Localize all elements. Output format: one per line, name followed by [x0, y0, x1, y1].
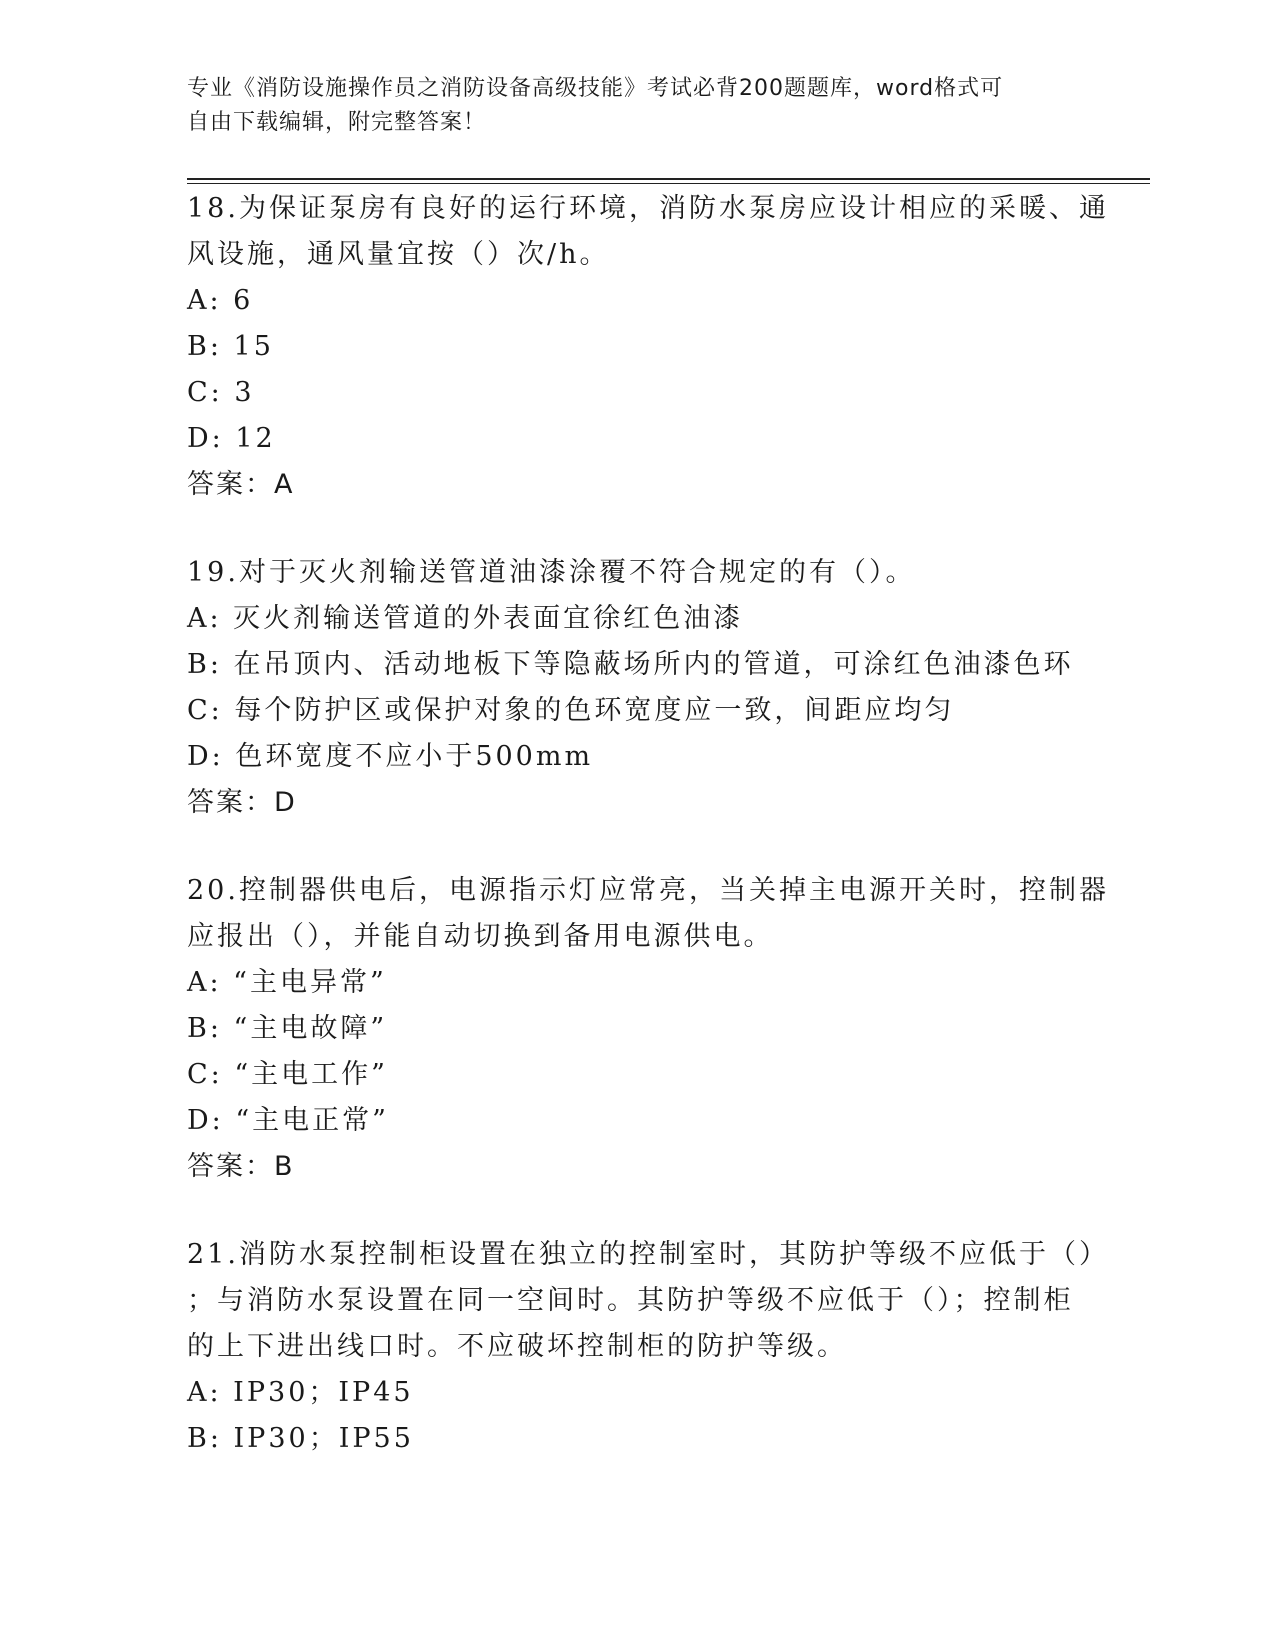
- question-stem-line: 19.对于灭火剂输送管道油漆涂覆不符合规定的有（）。: [187, 557, 916, 588]
- question-stem-line: 应报出（），并能自动切换到备用电源供电。: [187, 921, 774, 952]
- option-d: D: “主电正常”: [187, 1105, 389, 1136]
- question-19: [187, 550, 1087, 826]
- question-stem-line: 风设施，通风量宜按（）次/h。: [187, 239, 610, 270]
- option-d: D: 色环宽度不应小于500mm: [187, 741, 594, 772]
- question-stem-line: ；与消防水泵设置在同一空间时。其防护等级不应低于（）；控制柜: [187, 1285, 1074, 1316]
- option-b: B: “主电故障”: [187, 1013, 388, 1044]
- header-divider-thin: [187, 183, 1150, 184]
- option-a: A: 6: [187, 285, 254, 316]
- header-line-2: 自由下载编辑，附完整答案！: [187, 110, 487, 135]
- question-18: [187, 186, 1109, 508]
- question-20: [187, 868, 1109, 1190]
- answer-text: 答案：A: [187, 469, 295, 500]
- answer-text: 答案：B: [187, 1151, 295, 1182]
- option-b: B: 在吊顶内、活动地板下等隐蔽场所内的管道，可涂红色油漆色环: [187, 649, 1074, 680]
- question-stem-line: 的上下进出线口时。不应破坏控制柜的防护等级。: [187, 1331, 847, 1362]
- option-b: B: IP30；IP55: [187, 1423, 414, 1454]
- question-list: [187, 186, 1109, 1504]
- option-b: B: 15: [187, 331, 274, 362]
- question-stem-line: 18.为保证泵房有良好的运行环境，消防水泵房应设计相应的采暖、通: [187, 193, 1109, 224]
- option-a: A: “主电异常”: [187, 967, 387, 998]
- header-divider-thick: [187, 178, 1150, 180]
- question-stem-line: 21.消防水泵控制柜设置在独立的控制室时，其防护等级不应低于（）: [187, 1239, 1109, 1270]
- document-header: [187, 72, 1067, 140]
- option-a: A: IP30；IP45: [187, 1377, 414, 1408]
- question-stem-line: 20.控制器供电后，电源指示灯应常亮，当关掉主电源开关时，控制器: [187, 875, 1109, 906]
- option-c: C: 每个防护区或保护对象的色环宽度应一致，间距应均匀: [187, 695, 955, 726]
- option-d: D: 12: [187, 423, 276, 454]
- option-c: C: “主电工作”: [187, 1059, 388, 1090]
- option-a: A: 灭火剂输送管道的外表面宜徐红色油漆: [187, 603, 744, 634]
- header-line-1: 专业《消防设施操作员之消防设备高级技能》考试必背200题题库，word格式可: [187, 76, 1004, 101]
- answer-text: 答案：D: [187, 787, 297, 818]
- option-c: C: 3: [187, 377, 255, 408]
- question-21: [187, 1232, 1109, 1462]
